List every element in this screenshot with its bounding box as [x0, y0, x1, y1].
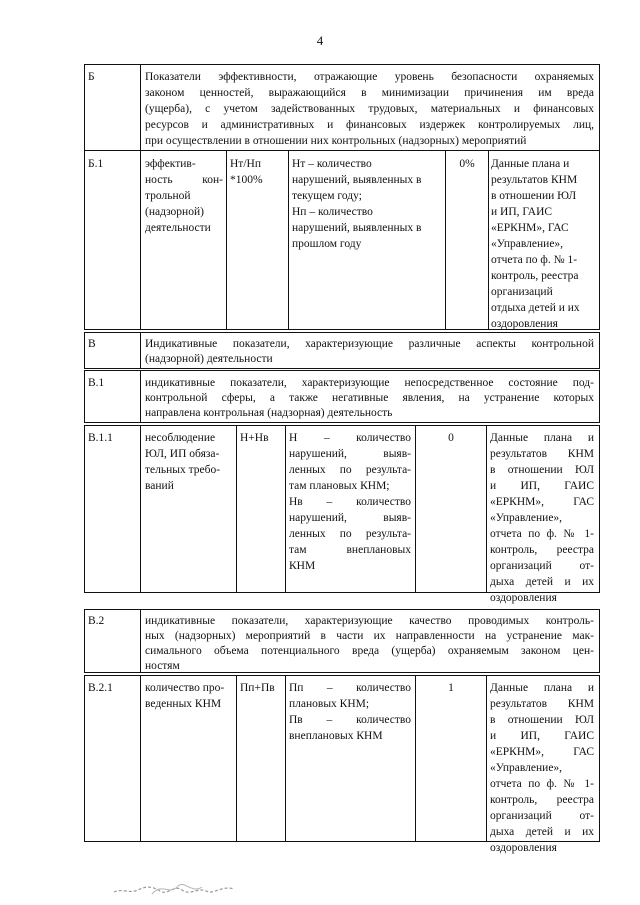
column-divider	[236, 425, 237, 592]
column-divider	[288, 150, 289, 329]
formula: Пп+Пв	[240, 682, 275, 694]
target-value: 0	[448, 432, 454, 444]
source-line: дыха детей и их	[490, 576, 594, 588]
source-line: Данные плана и	[490, 432, 594, 444]
source-line: дыха детей и их	[490, 826, 594, 838]
column-divider	[415, 425, 416, 592]
source-line: в отношении ЮЛ	[491, 190, 577, 202]
column-divider	[140, 675, 141, 841]
column-divider	[486, 425, 487, 592]
description-line: Пп – количество	[289, 682, 411, 694]
indicator-name-line: количество про-	[145, 682, 225, 694]
source-line: оздоровления	[491, 318, 558, 330]
indicator-name-line: эффектив-	[145, 158, 196, 170]
source-line: «Управление»,	[490, 762, 563, 774]
row-text-line: законом ценностей, выражающийся в минимизации причинения им вреда	[145, 87, 594, 99]
row-text-line: Индикативные показатели, характеризующие различные аспекты контрольной	[145, 338, 594, 350]
source-line: результатов КНМ	[491, 174, 578, 186]
indicator-name-line: деятельности	[145, 222, 211, 234]
description-line: там плановых КНМ;	[289, 480, 390, 492]
source-line: отчета по ф. № 1-	[490, 528, 594, 540]
formula-line: Нт/Нп	[230, 158, 261, 170]
description-line: Нв – количество	[289, 496, 411, 508]
formula: Н+Нв	[240, 432, 269, 444]
formula-line: *100%	[230, 174, 263, 186]
column-divider	[140, 425, 141, 592]
source-line: организаций от-	[490, 810, 594, 822]
source-line: «ЕРКНМ», ГАС	[490, 746, 594, 758]
source-line: «Управление»,	[491, 238, 564, 250]
indicator-name-line: ность кон-	[145, 174, 223, 186]
source-line: «ЕРКНМ», ГАС	[491, 222, 569, 234]
source-line: «ЕРКНМ», ГАС	[490, 496, 594, 508]
row-text-line: контрольной сферы, а также негативные явления, на устранение которых	[145, 392, 594, 404]
row-text-line: ных (надзорных) мероприятий в части их направленности на устранение мак-	[145, 630, 594, 642]
description-line: Нт – количество	[292, 158, 372, 170]
source-line: оздоровления	[490, 842, 557, 854]
description-line: внеплановых КНМ	[289, 730, 383, 742]
column-divider	[445, 150, 446, 329]
row-text-line: ресурсов и административных и финансовых издержек контролируемых лиц,	[145, 119, 594, 131]
indicator-name-line: (надзорной)	[145, 206, 204, 218]
row-code: В.1.1	[88, 432, 113, 444]
source-line: контроль, реестра	[490, 544, 594, 556]
source-line: контроль, реестра	[490, 794, 594, 806]
description-line: Нп – количество	[292, 206, 373, 218]
column-divider	[285, 675, 286, 841]
indicator-name-line: несоблюдение	[145, 432, 216, 444]
row-text-line: ностям	[145, 660, 180, 672]
row-text-line: индикативные показатели, характеризующие непосредственное состояние под-	[145, 377, 594, 389]
row-code: В	[88, 338, 96, 350]
column-divider	[486, 675, 487, 841]
source-line: результатов КНМ	[490, 698, 594, 710]
source-line: и ИП, ГАИС	[490, 480, 594, 492]
source-line: организаций	[491, 286, 553, 298]
row-text-line: (надзорной) деятельности	[145, 353, 273, 365]
source-line: отчета по ф. № 1-	[490, 778, 594, 790]
source-line: в отношении ЮЛ	[490, 714, 594, 726]
column-divider	[140, 64, 141, 329]
row-text-line: индикативные показатели, характеризующие качество проводимых контроль-	[145, 615, 594, 627]
column-divider	[285, 425, 286, 592]
column-divider	[226, 150, 227, 329]
source-line: «Управление»,	[490, 512, 563, 524]
row-code: В.1	[88, 377, 105, 389]
description-line: ленных по результа-	[289, 528, 411, 540]
description-line: текущем году;	[292, 190, 362, 202]
source-line: и ИП, ГАИС	[491, 206, 553, 218]
indicator-name-line: трольной	[145, 190, 191, 202]
row-text-line: Показатели эффективности, отражающие уровень безопасности охраняемых	[145, 71, 594, 83]
description-line: Пв – количество	[289, 714, 411, 726]
target-value: 0%	[459, 158, 475, 170]
row-divider	[84, 150, 599, 151]
page-number: 4	[316, 33, 324, 48]
indicator-name-line: ваний	[145, 480, 174, 492]
column-divider	[415, 675, 416, 841]
description-line: КНМ	[289, 560, 316, 572]
indicator-name-line: ЮЛ, ИП обяза-	[145, 448, 220, 460]
description-line: нарушений, выяв-	[289, 448, 411, 460]
description-line: нарушений, выяв-	[289, 512, 411, 524]
target-value: 1	[448, 682, 454, 694]
description-line: нарушений, выявленных в	[292, 174, 422, 186]
source-line: оздоровления	[490, 592, 557, 604]
scan-smudge	[112, 878, 236, 898]
row-code: В.2.1	[88, 682, 113, 694]
column-divider	[140, 370, 141, 422]
row-text-line: симального объема потенциального вреда (ущерба) охраняемым законом цен-	[145, 645, 594, 657]
description-line: нарушений, выявленных в	[292, 222, 422, 234]
indicator-name-line: тельных требо-	[145, 464, 221, 476]
source-line: организаций от-	[490, 560, 594, 572]
source-line: результатов КНМ	[490, 448, 594, 460]
row-text-line: направлена контрольная (надзорная) деятельность	[145, 407, 393, 419]
column-divider	[488, 150, 489, 329]
source-line: Данные плана и	[491, 158, 570, 170]
column-divider	[140, 609, 141, 672]
description-line: плановых КНМ;	[289, 698, 370, 710]
column-divider	[140, 332, 141, 368]
description-line: там внеплановых	[289, 544, 411, 556]
source-line: в отношении ЮЛ	[490, 464, 594, 476]
description-line: прошлом году	[292, 238, 362, 250]
row-text-line: при осуществлении в отношении них контрольных (надзорных) мероприятий	[145, 135, 527, 147]
indicator-name-line: веденных КНМ	[145, 698, 222, 710]
row-code: Б.1	[88, 158, 104, 170]
row-code: В.2	[88, 615, 105, 627]
source-line: отчета по ф. № 1-	[491, 254, 578, 266]
column-divider	[236, 675, 237, 841]
description-line: Н – количество	[289, 432, 411, 444]
source-line: отдыха детей и их	[491, 302, 580, 314]
description-line: ленных по результа-	[289, 464, 411, 476]
row-text-line: (ущерба), с учетом задействованных трудовых, материальных и финансовых	[145, 103, 594, 115]
source-line: Данные плана и	[490, 682, 594, 694]
source-line: и ИП, ГАИС	[490, 730, 594, 742]
source-line: контроль, реестра	[491, 270, 579, 282]
row-code: Б	[88, 71, 95, 83]
